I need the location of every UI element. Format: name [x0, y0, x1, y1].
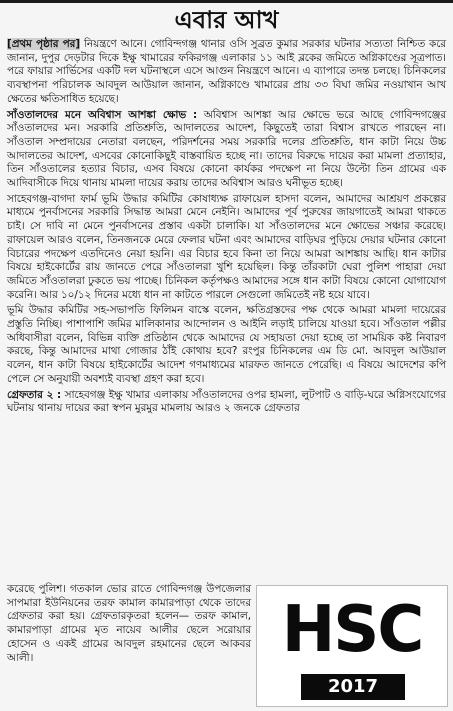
paragraph-filimon: ভূমি উদ্ধার কমিটির সহ-সভাপতি ফিলিমন বাস্কে বলেন, ক্ষতিগ্রস্তদের পক্ষ থেকে আমরা মামলা দায়েরের প্রস্তুতি নিচ্ছি। পাশাপাশি জমির মালিকানার আন্দোলন ও আইনি লড়াই চালিয়ে যাওয়া হবে। সাঁওতাল পল্লীর অধিবাসীরা বলেন, বিভিন্ন ব্যক্তি প্রতিষ্ঠান থেকে আমাদের যে সহায়তা দেয়া হচ্ছে তা সাময়িক কষ্ট নিবারণ করছে, কিন্তু আমাদের মাথা গোজার ঠাঁই কোথায় হবে? রংপুর চিনিকলের এম ডি মো. আবদুল আউয়াল বলেন, ধান কাটা বিষয়ে হাইকোর্টের আদেশ গণমাধ্যমের মারফত জানতে পেরেছি। এ বিষয়ে আদেশের কপি পেলে সে অনুযায়ী অবশ্যই ব্যবস্থা গ্রহণ করা হবে। [7, 304, 446, 385]
arrest-paragraph [7, 389, 446, 416]
arrest-text: সাহেবগঞ্জ ইক্ষু খামার এলাকায় সাঁওতালদের ওপর হামলা, লুটপাট ও বাড়ি-ঘরে অগ্নিসংযোগের ঘটনায় থানায় দায়ের করা স্বপন মুরমুর মামলায় আরও ২ জনকে গ্রেফতার [7, 388, 446, 415]
article-body [7, 38, 446, 418]
badge-year: 2017 [301, 674, 405, 700]
hsc-badge [256, 585, 448, 707]
lead-paragraph [7, 38, 446, 107]
subhead: সাঁওতালদের মনে অবিশ্বাস আশঙ্কা ক্ষোভ : [7, 108, 198, 121]
arrest-label: গ্রেফতার ২ : [7, 388, 62, 401]
subhead-paragraph [7, 109, 446, 191]
lead-text: নিয়ন্ত্রণে আনে। গোবিন্দগঞ্জ থানার ওসি সুব্রত কুমার সরকার ঘটনার সত্যতা নিশ্চিত করে জানান, দুপুর দেড়টার দিকে ইক্ষু খামারের ফকিরগঞ্জ এলাকার ১১ আই ব্লকের জমিতে অগ্নিকাণ্ডের সূত্রপাত। পরে ফায়ার সার্ভিসের একটি দল ঘটনাস্থলে এসে আগুন নিয়ন্ত্রণে আনে। এ ব্যাপারে তদন্ত চলছে। চিনিকলের ব্যবস্থাপনা পরিচালক আবদুল আউয়াল জানান, অগ্নিকাণ্ডে খামারের প্রায় ৩৩ বিঘা জমির নওয়াখান আখ ক্ষেতের ক্ষতিসাধিত হয়েছে। [7, 38, 447, 105]
continuation-label: [প্রথম পৃষ্ঠার পর] [7, 38, 81, 50]
headline: এবার আখ [174, 5, 279, 34]
badge-title: HSC [281, 593, 423, 667]
subhead-text: অবিশ্বাস আশঙ্কা আর ক্ষোভে ভরে আছে গোবিন্দগঞ্জের সাঁওতালদের মন। সরকারি প্রতিশ্রুতি, আদালতের আদেশ, কিছুতেই তারা বিশ্বাস রাখতে পারছেন না। সাঁওতাল সম্প্রদায়ের নেতারা বলছেন, পরিদর্শনের সময় সরকারি দলের প্রতিশ্রুতি, ধান কাটা নিয়ে উচ্চ আদালতের আদেশ, এসবের কোনোকিছুই বাস্তবায়িত হচ্ছে না। তাদের বিরুদ্ধে দায়ের করা মামলা প্রত্যাহার, তিন সাঁওতালের হত্যার বিচার, এসব বিষয়ে কোনো কার্যকর পদক্ষেপ না নিয়ে উল্টো তিন গ্রামের এক আদিবাসীকে দিয়ে থানায় মামলা দায়ের করায় তাদের অবিশ্বাস আরও ঘনীভূত হচ্ছে। [7, 108, 446, 190]
paragraph-rafael: সাহেবগঞ্জ-বাগদা ফার্ম ভূমি উদ্ধার কমিটির কোষাধ্যক্ষ রাফায়েল হাসদা বলেন, আমাদের আশ্রয়ণ প্রকল্পের মাধ্যমে পুনর্বাসনের সরকারি সিদ্ধান্ত আমরা মেনে নেইনি। আমাদের পূর্ব পুরুষের জায়গাতেই আমরা থাকতে চাই। সে দাবি না মেনে পুনর্বাসনের প্রস্তাব একটা চালাকি। যা সাঁওতালদের মনে ক্ষোভের সঞ্চার করেছে। রাফায়েল আরও বলেন, তিনজনকে মেরে ফেলার ঘটনা এবং আমাদের বাড়িঘর পুড়িয়ে দেয়ার ঘটনার কোনো বিচারের পদক্ষেপ এতদিনেও নেয়া হয়নি। এর বিচার হবে কিনা তা নিয়ে আমরা আশঙ্কায় আছি। ধান কাটার বিষয়ে হাইকোর্টের রায় জানতে পেরে সাঁওতালরা খুশি হয়েছিল। কিন্তু তাঁরকাটা ঘেরা পুলিশ পাহারা দেয়া জমিতে সাঁওতালরা ঢুকতে ভয় পাচ্ছে। চিনিকল কর্তৃপক্ষও আমাদের সঙ্গে ধান কাটা বিষয়ে কোনো যোগাযোগ করেনি। আর ১০/১২ দিনের মধ্যে ধান না কাটতে পারলে সেগুলো জমিতেই নষ্ট হয়ে যাবে। [7, 192, 446, 301]
tail-paragraph: করেছে পুলিশ। গতকাল ভোর রাতে গোবিন্দগঞ্জ উপজেলার সাপমারা ইউনিয়নের তরফ কামাল কামারপাড়া থেকে তাদের গ্রেফতার করা হয়। গ্রেফতারকৃতরা হলেন— তরফ কামাল, কামারপাড়া গ্রামের মৃত নায়েব আলীর ছেলে সরোয়ার হোসেন ও একই গ্রামের আবদুল রহমানের ছেলে আকবর আলী। [7, 583, 251, 664]
